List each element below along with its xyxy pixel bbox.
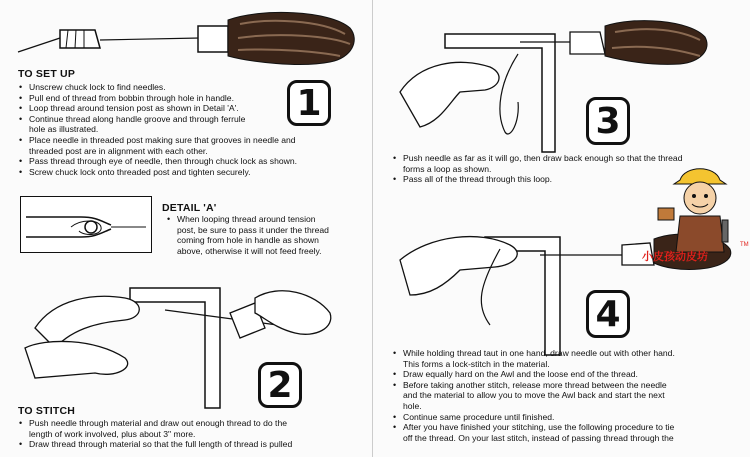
step-number-3-text: 3 — [595, 100, 621, 142]
step-number-3 — [586, 97, 630, 145]
detail-a-line-cont: above, otherwise it will not feed freely. — [177, 245, 322, 256]
detail-a-list — [166, 214, 366, 256]
step-4-item: • After you have finished your stitching, use the following procedure to tie — [392, 422, 742, 433]
step-4-item: • While holding thread taut in one hand, draw needle out with other hand. — [392, 348, 742, 359]
step-4-item-cont: hole. — [403, 400, 422, 411]
set-up-item: • Pull end of thread from bobbin through hole in handle. — [18, 93, 348, 104]
step-number-4 — [586, 290, 630, 338]
to-stitch-item: • Draw thread through material so that the full length of thread is pulled — [18, 439, 348, 450]
detail-a-line-cont: coming from hole in handle as shown — [177, 235, 319, 246]
awl-setup-illustration — [0, 0, 360, 70]
step-4-item: • Draw equally hard on the Awl and the loose end of the thread. — [392, 369, 742, 380]
step-4-list — [392, 348, 742, 443]
watermark-brand-text: 小皮孩动皮坊 — [642, 250, 708, 263]
mascot-logo-icon — [640, 160, 750, 260]
set-up-item: • Screw chuck lock onto threaded post and tighten securely. — [18, 167, 348, 178]
step-number-4-text: 4 — [595, 293, 621, 335]
step-4-item: • Continue same procedure until finished. — [392, 412, 742, 423]
set-up-item: • Unscrew chuck lock to find needles. — [18, 82, 348, 93]
set-up-item: • Continue thread along handle groove and through ferrule — [18, 114, 348, 125]
detail-a-title: DETAIL 'A' — [162, 202, 217, 214]
set-up-list — [18, 82, 348, 177]
detail-a-line-cont: post, be sure to pass it under the thread — [177, 224, 329, 235]
step-3-item-cont: forms a loop as shown. — [403, 163, 492, 174]
step-4-item-cont: and the material to allow you to move the Awl back and start the next — [403, 390, 665, 401]
step-3-item: • Push needle as far as it will go, then draw back enough so that the thread — [392, 153, 737, 164]
step-number-2-text: 2 — [267, 364, 293, 406]
step-4-item-cont: off the thread. On your last stitch, instead of passing thread through the — [403, 432, 674, 443]
set-up-item-cont: hole as illustrated. — [29, 124, 99, 135]
step-number-2 — [258, 362, 302, 408]
step-4-item: • Before taking another stitch, release more thread between the needle — [392, 380, 742, 391]
step-number-1-text: 1 — [296, 82, 322, 124]
to-stitch-item-cont: length of work involved, plus about 3" more. — [29, 428, 196, 439]
watermark-tm: TM — [740, 242, 749, 248]
to-stitch-list — [18, 418, 348, 450]
set-up-item: • Loop thread around tension post as shown in Detail 'A'. — [18, 103, 348, 114]
step-3-illustration — [400, 12, 720, 152]
set-up-item-cont: threaded post are in alignment with each other. — [29, 145, 208, 156]
set-up-item: • Place needle in threaded post making sure that grooves in needle and — [18, 135, 348, 146]
column-divider — [372, 0, 373, 457]
step-4-item-cont: This forms a lock-stitch in the material. — [403, 358, 550, 369]
to-stitch-item: • Push needle through material and draw out enough thread to do the — [18, 418, 348, 429]
to-stitch-title: TO STITCH — [18, 405, 76, 417]
set-up-title: TO SET UP — [18, 68, 76, 80]
detail-a-line: • When looping thread around tension — [166, 214, 366, 225]
step-3-item: • Pass all of the thread through this loop. — [392, 174, 737, 185]
brand-watermark — [640, 160, 750, 270]
detail-a-illustration — [20, 196, 152, 253]
set-up-item: • Pass thread through eye of needle, then through chuck lock as shown. — [18, 156, 348, 167]
